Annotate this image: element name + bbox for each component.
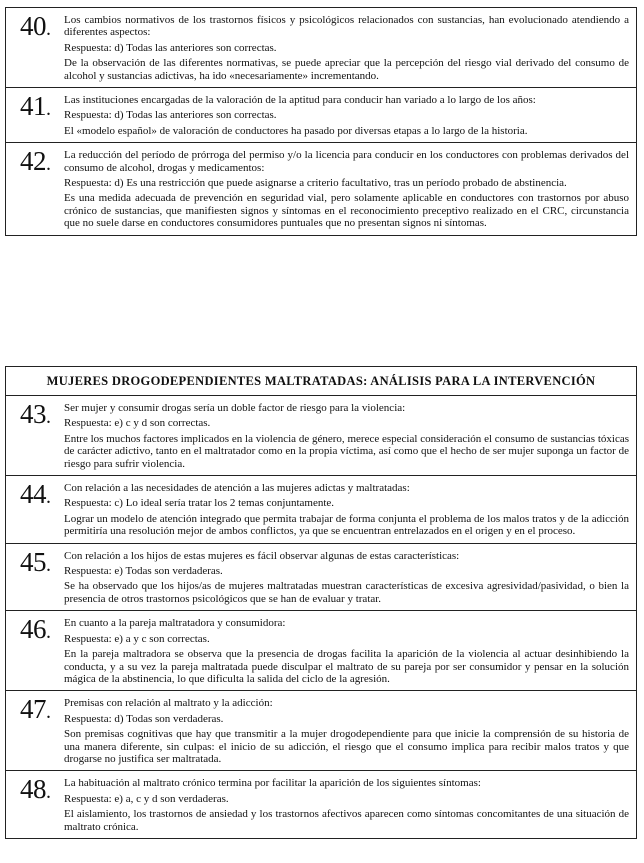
- question-number: 44.: [20, 479, 51, 510]
- answer-text: Respuesta: e) Todas son verdaderas.: [64, 565, 223, 578]
- answer-text: Respuesta: e) c y d son correctas.: [64, 417, 211, 430]
- explanation-text: De la observación de las diferentes normativas, se puede apreciar que la percepción del riesgo vial derivado del consumo de alcohol y sustancias adictivas, ha ido «necesariamente» incrementando.: [64, 57, 629, 82]
- explanation-text: Se ha observado que los hijos/as de mujeres maltratadas muestran características de excesiva agresividad/pasividad, o bien la presencia de otros trastornos psicológicos que se han de evaluar y tratar.: [64, 580, 629, 605]
- question-text: Con relación a los hijos de estas mujeres es fácil observar algunas de estas características:: [64, 549, 460, 562]
- question-text: Los cambios normativos de los trastornos físicos y psicológicos relacionados con sustancias, han evolucionado atendiendo a diferentes aspectos:: [64, 14, 629, 39]
- question-number: 45.: [20, 546, 51, 577]
- question-number: 42.: [20, 146, 51, 177]
- explanation-text: El aislamiento, los trastornos de ansiedad y los trastornos afectivos aparecen como síntomas concomitantes de una situación de maltrato crónica.: [64, 808, 629, 833]
- qa-item-45: [6, 543, 636, 611]
- question-text: Ser mujer y consumir drogas sería un doble factor de riesgo para la violencia:: [64, 402, 406, 414]
- qa-item-41: [6, 87, 636, 142]
- qa-item-44: [6, 475, 636, 543]
- answer-text: Respuesta: d) Todas las anteriores son correctas.: [64, 41, 277, 54]
- question-number: 40.: [20, 11, 51, 41]
- question-text: La reducción del período de prórroga del permiso y/o la licencia para conducir en los conductores con problemas derivados del consumo de alcohol, drogas y medicamentos:: [64, 149, 629, 174]
- qa-item-42: [6, 142, 636, 234]
- qa-box-abused-women: [5, 366, 637, 839]
- answer-text: Respuesta: c) Lo ideal sería tratar los 2 temas conjuntamente.: [64, 497, 335, 510]
- explanation-text: Es una medida adecuada de prevención en seguridad vial, pero solamente aplicable en conductores con trastornos por abuso crónico de sustancias, que manifiesten signos y síntomas en el reconocimiento preceptivo realizado en el CRC, circunstancia que no suele darse en conductores consumidores puntuales que no presentan signos ni síntomas.: [64, 192, 629, 230]
- qa-box-driving: [5, 7, 637, 236]
- answer-text: Respuesta: e) a y c son correctas.: [64, 632, 210, 645]
- explanation-text: El «modelo español» de valoración de conductores ha pasado por diversas etapas a lo largo de la historia.: [64, 124, 528, 137]
- question-text: La habituación al maltrato crónico termina por facilitar la aparición de los siguientes síntomas:: [64, 777, 481, 790]
- question-number: 43.: [20, 399, 51, 429]
- question-text: Premisas con relación al maltrato y la adicción:: [64, 697, 273, 710]
- answer-text: Respuesta: e) a, c y d son verdaderas.: [64, 792, 229, 805]
- explanation-text: En la pareja maltradora se observa que la presencia de drogas facilita la aparición de la violencia al actuar desinhibiendo la conducta, y a su vez la pareja maltratada puede disculpar el maltrato de su pareja por ser consumidor y pensar en la solución mágica de la abstinencia, lo que dificulta la salida del ciclo de la agresión.: [64, 648, 629, 685]
- question-number: 48.: [20, 774, 51, 805]
- qa-item-48: [6, 770, 636, 838]
- explanation-text: Son premisas cognitivas que hay que transmitir a la mujer drogodependiente para que inicie la comprensión de su historia de una manera diferente, sin culpas: el inicio de su adicción, el riesgo que el consumo implica para recibir malos tratos y que drogarse no justifica ser maltratada.: [64, 728, 629, 765]
- answer-text: Respuesta: d) Todas las anteriores son correctas.: [64, 109, 277, 122]
- question-text: Con relación a las necesidades de atención a las mujeres adictas y maltratadas:: [64, 482, 410, 495]
- explanation-text: Entre los muchos factores implicados en la violencia de género, merece especial consideración el consumo de sustancias tóxicas de carácter adictivo, tanto en el maltratador como en la propia víctima, así como que el hecho de ser mujer suponga un factor de riesgo para sufrir violencia.: [64, 432, 629, 470]
- question-number: 46.: [20, 614, 51, 645]
- qa-item-46: [6, 610, 636, 690]
- section-title: MUJERES DROGODEPENDIENTES MALTRATADAS: ANÁLISIS PARA LA INTERVENCIÓN: [6, 367, 636, 396]
- explanation-text: Lograr un modelo de atención integrado que permita trabajar de forma conjunta el problema de los malos tratos y de la adicción permitiría una resolución mejor de ambos conflictos, ya que se encuentran entrelazados en el origen y en el proceso.: [64, 512, 629, 538]
- question-text: En cuanto a la pareja maltratadora y consumidora:: [64, 617, 286, 630]
- qa-item-43: [6, 396, 636, 475]
- question-number: 47.: [20, 694, 51, 725]
- question-text: Las instituciones encargadas de la valoración de la aptitud para conducir han variado a lo largo de los años:: [64, 94, 536, 107]
- qa-item-47: [6, 690, 636, 770]
- qa-item-40: [6, 8, 636, 87]
- question-number: 41.: [20, 91, 51, 122]
- answer-text: Respuesta: d) Todas son verdaderas.: [64, 712, 224, 725]
- answer-text: Respuesta: d) Es una restricción que puede asignarse a criterio facultativo, tras un período probado de abstinencia.: [64, 177, 567, 190]
